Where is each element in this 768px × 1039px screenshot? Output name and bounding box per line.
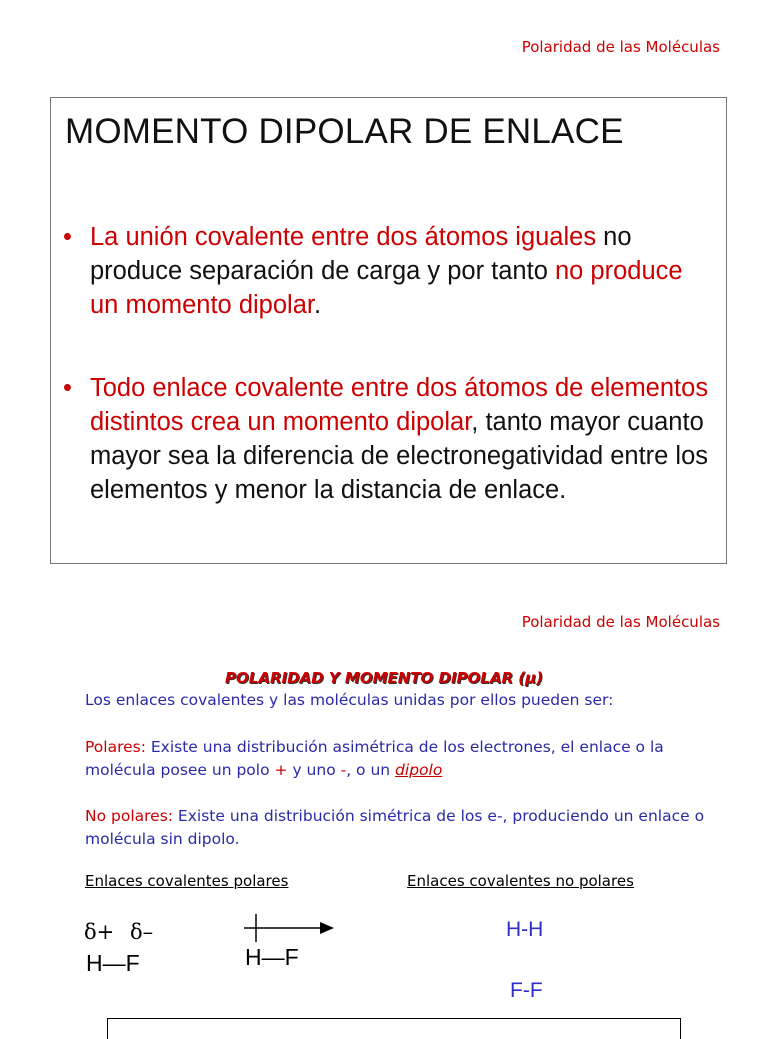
ff-molecule: F-F: [510, 979, 543, 1002]
subtitle-polar: Enlaces covalentes polares: [85, 872, 289, 890]
header-title-2: Polaridad de las Moléculas: [521, 613, 720, 631]
bullet-2: [63, 371, 712, 507]
polares-paragraph: [85, 736, 685, 782]
bullet2-red1: Todo enlace covalente entre dos átomos de elementos distintos crea un momento dipolar: [90, 374, 709, 436]
next-slide-frame: [107, 1018, 681, 1039]
polares-text-3: , o un: [346, 761, 396, 779]
delta-minus: δ–: [130, 920, 154, 944]
polares-text-1: Existe una distribución asimétrica de los electrones, el enlace o la molécula posee un polo: [85, 738, 664, 779]
bullet1-red1: La unión covalente entre dos átomos iguales: [90, 223, 597, 251]
minus-sign: -: [340, 761, 347, 779]
bullet-dot: •: [63, 374, 72, 402]
header-title: Polaridad de las Moléculas: [521, 38, 720, 56]
dipolo-term: dipolo: [395, 761, 443, 779]
bullet-dot: •: [63, 223, 72, 251]
nopolares-label: No polares:: [85, 807, 173, 825]
bullet-1: [63, 220, 712, 322]
bullet1-black1: no produce separación de carga y por tanto: [90, 223, 632, 285]
polares-label: Polares:: [85, 738, 146, 756]
bullet1-black2: .: [313, 291, 322, 319]
section-title: POLARIDAD Y MOMENTO DIPOLAR (μ): [225, 669, 543, 687]
subtitle-nopolar: Enlaces covalentes no polares: [407, 872, 634, 890]
nopolares-text: Existe una distribución simétrica de los e-, produciendo un enlace o molécula sin dipolo.: [85, 807, 705, 848]
slide-momento-dipolar: [50, 97, 727, 564]
delta-plus: δ+: [84, 920, 115, 944]
bullet2-black1: , tanto mayor cuanto mayor sea la diferencia de electronegatividad entre los elementos y menor la distancia de enlace.: [90, 408, 709, 504]
dipole-arrow-icon: [240, 912, 340, 946]
nopolares-paragraph: [85, 805, 705, 851]
polares-text-2: y uno: [287, 761, 341, 779]
plus-sign: +: [274, 761, 288, 779]
hh-molecule: H-H: [506, 918, 544, 941]
bullet1-red2: no produce un momento dipolar: [90, 257, 683, 319]
slide-title: MOMENTO DIPOLAR DE ENLACE: [65, 112, 624, 151]
hf-molecule-1: H—F: [86, 950, 140, 976]
intro-text: Los enlaces covalentes y las moléculas unidas por ellos pueden ser:: [85, 691, 614, 709]
hf-molecule-2: H—F: [245, 944, 299, 970]
